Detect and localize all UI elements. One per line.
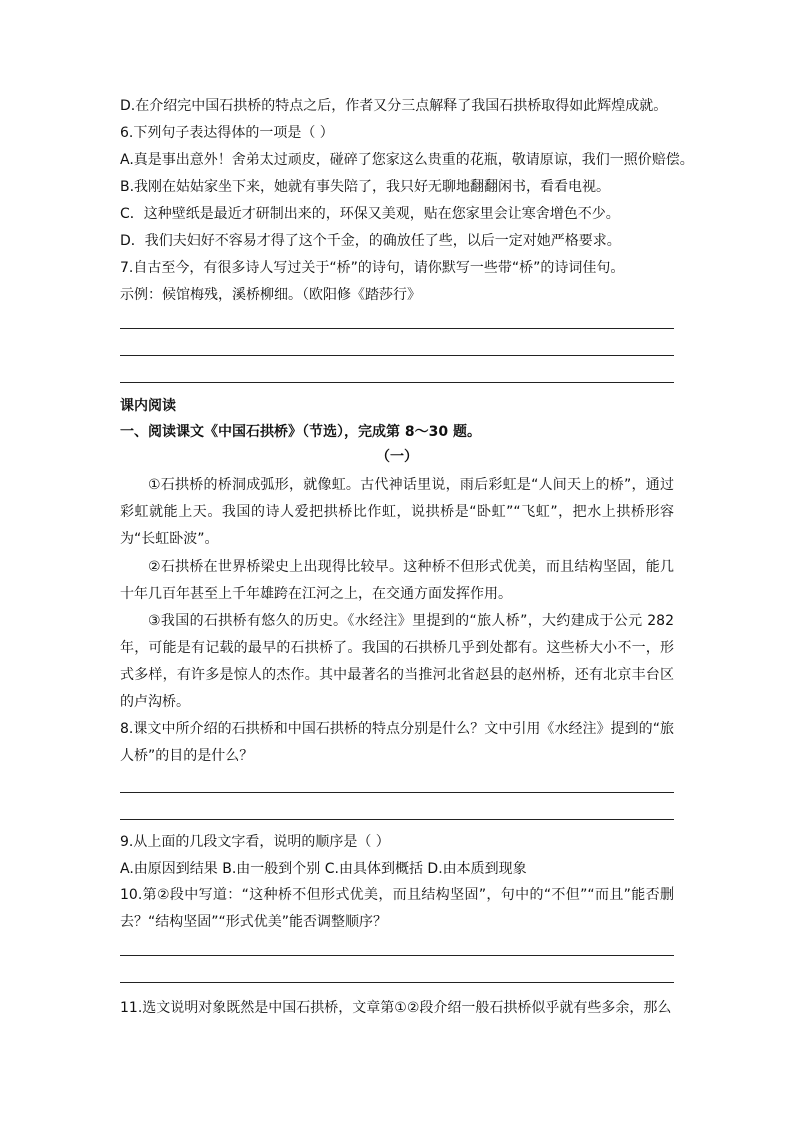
q7-example: 示例：候馆梅残，溪桥柳细。（欧阳修《踏莎行》 [120, 287, 421, 303]
part-heading: （一） [376, 449, 418, 465]
section-title: 课内阅读 [120, 398, 176, 414]
q5-option-d: D.在介绍完中国石拱桥的特点之后，作者又分三点解释了我国石拱桥取得如此辉煌成就。 [120, 98, 668, 114]
q10-answer-line-1[interactable] [120, 955, 674, 956]
passage-paragraph-2: ②石拱桥在世界桥梁史上出现得比较早。这种桥不但形式优美，而且结构坚固，能几十年几百年甚至上千年雄跨在江河之上，在交通方面发挥作用。 [120, 559, 674, 602]
q9-options: A.由原因到结果 B.由一般到个别 C.由具体到概括 D.由本质到现象 [120, 861, 527, 877]
q8-answer-line-2[interactable] [120, 819, 674, 820]
passage-paragraph-1: ①石拱桥的桥洞成弧形，就像虹。古代神话里说，雨后彩虹是“人间天上的桥”，通过彩虹就能上天。我国的诗人爱把拱桥比作虹，说拱桥是“卧虹”“飞虹”，把水上拱桥形容为“长虹卧波”。 [120, 477, 674, 547]
q10-stem: 10.第②段中写道：“这种桥不但形式优美，而且结构坚固”，句中的“不但”“而且”能否删去？“结构坚固”“形式优美”能否调整顺序？ [120, 887, 674, 930]
q7-answer-line-1[interactable] [120, 328, 674, 329]
q6-option-a: A.真是事出意外！舍弟太过顽皮，碰碎了您家这么贵重的花瓶，敬请原谅，我们一照价赔偿。 [120, 152, 694, 168]
q8-stem: 8.课文中所介绍的石拱桥和中国石拱桥的特点分别是什么？文中引用《水经注》提到的“旅人桥”的目的是什么？ [120, 721, 674, 764]
q10-answer-line-2[interactable] [120, 982, 674, 983]
q9-stem: 9.从上面的几段文字看，说明的顺序是（ ） [120, 834, 390, 850]
q7-answer-line-3[interactable] [120, 382, 674, 383]
q6-stem: 6.下列句子表达得体的一项是（ ） [120, 125, 334, 141]
passage-paragraph-3: ③我国的石拱桥有悠久的历史。《水经注》里提到的“旅人桥”，大约建成于公元 282 年，可能是有记载的最早的石拱桥了。我国的石拱桥几乎到处都有。这些桥大小不一，形式多样，有许多是惊人的杰作。其中最著名的当推河北省赵县的赵州桥，还有北京丰台区的卢沟桥。 [120, 613, 674, 710]
q8-answer-line-1[interactable] [120, 792, 674, 793]
q7-answer-line-2[interactable] [120, 355, 674, 356]
q6-option-d: D．我们夫妇好不容易才得了这个千金，的确放任了些，以后一定对她严格要求。 [120, 233, 621, 249]
section-instruction: 一、阅读课文《中国石拱桥》（节选），完成第 8～30 题。 [120, 424, 481, 440]
q7-stem: 7.自古至今，有很多诗人写过关于“桥”的诗句，请你默写一些带“桥”的诗词佳句。 [120, 260, 625, 276]
q6-option-c: C．这种壁纸是最近才研制出来的，环保又美观，贴在您家里会让寒舍增色不少。 [120, 206, 620, 222]
q11-stem: 11.选文说明对象既然是中国石拱桥，文章第①②段介绍一般石拱桥似乎就有些多余，那么 [120, 1000, 672, 1016]
q6-option-b: B.我刚在姑姑家坐下来，她就有事失陪了，我只好无聊地翻翻闲书，看看电视。 [120, 179, 611, 195]
